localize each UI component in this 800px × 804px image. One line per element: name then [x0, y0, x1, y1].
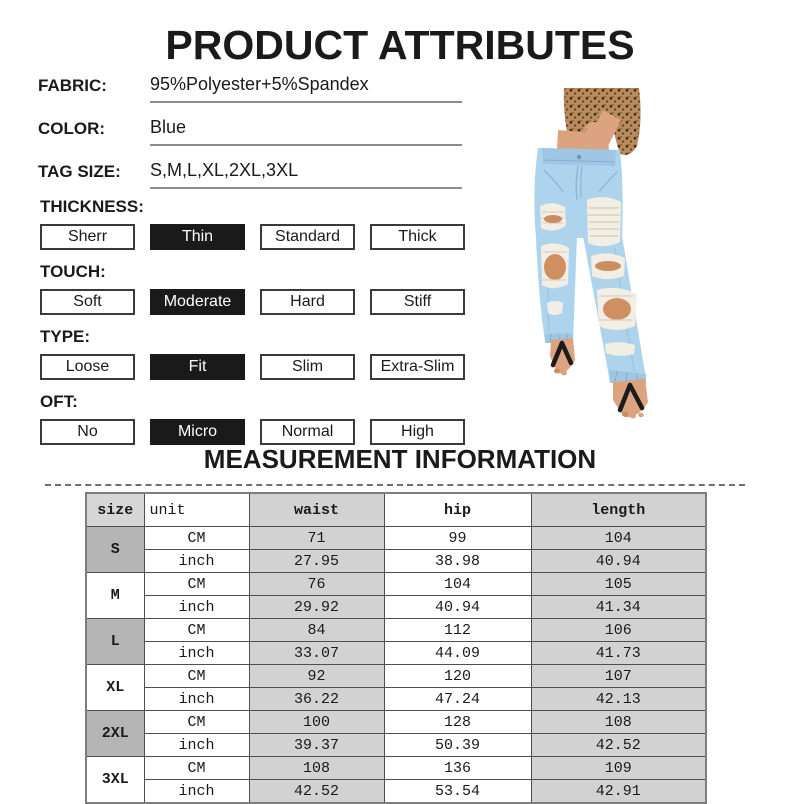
- option-chip[interactable]: Extra-Slim: [370, 354, 465, 380]
- table-row: [86, 734, 706, 757]
- attribute-value: S,M,L,XL,2XL,3XL: [150, 160, 462, 189]
- table-row: [86, 619, 706, 642]
- table-row: [86, 550, 706, 573]
- option-chip[interactable]: Loose: [40, 354, 135, 380]
- table-row: [86, 573, 706, 596]
- column-header: waist: [249, 493, 384, 527]
- size-cell: S: [86, 527, 144, 573]
- option-chip[interactable]: High: [370, 419, 465, 445]
- hip-cell: 44.09: [384, 642, 531, 665]
- hip-cell: 136: [384, 757, 531, 780]
- unit-cell: inch: [144, 596, 249, 619]
- waist-cell: 92: [249, 665, 384, 688]
- model-illustration: [497, 88, 667, 428]
- waist-cell: 39.37: [249, 734, 384, 757]
- attribute-row: [38, 103, 462, 146]
- option-chip[interactable]: Micro: [150, 419, 245, 445]
- length-cell: 42.52: [531, 734, 706, 757]
- hip-cell: 104: [384, 573, 531, 596]
- option-chip[interactable]: Normal: [260, 419, 355, 445]
- length-cell: 42.13: [531, 688, 706, 711]
- length-cell: 42.91: [531, 780, 706, 804]
- attribute-label: COLOR:: [38, 119, 106, 138]
- table-row: [86, 711, 706, 734]
- length-cell: 107: [531, 665, 706, 688]
- option-chip[interactable]: Sherr: [40, 224, 135, 250]
- length-cell: 41.34: [531, 596, 706, 619]
- attributes-section: [38, 60, 462, 189]
- unit-cell: inch: [144, 688, 249, 711]
- size-cell: M: [86, 573, 144, 619]
- unit-cell: inch: [144, 734, 249, 757]
- option-chip[interactable]: Fit: [150, 354, 245, 380]
- hip-cell: 40.94: [384, 596, 531, 619]
- waist-cell: 29.92: [249, 596, 384, 619]
- option-groups-section: [40, 196, 470, 456]
- hip-cell: 47.24: [384, 688, 531, 711]
- column-header: unit: [144, 493, 249, 527]
- length-cell: 106: [531, 619, 706, 642]
- unit-cell: CM: [144, 757, 249, 780]
- option-chip-row: [40, 289, 470, 315]
- option-group-label: TYPE:: [40, 327, 91, 346]
- size-cell: 2XL: [86, 711, 144, 757]
- hip-cell: 112: [384, 619, 531, 642]
- length-cell: 108: [531, 711, 706, 734]
- option-chip-row: [40, 224, 470, 250]
- option-group-label: TOUCH:: [40, 262, 106, 281]
- table-row: [86, 665, 706, 688]
- unit-cell: CM: [144, 527, 249, 550]
- attribute-value: Blue: [150, 117, 462, 146]
- waist-cell: 108: [249, 757, 384, 780]
- hip-cell: 50.39: [384, 734, 531, 757]
- table-header-row: [86, 493, 706, 527]
- length-cell: 40.94: [531, 550, 706, 573]
- column-header: length: [531, 493, 706, 527]
- column-header: hip: [384, 493, 531, 527]
- attribute-label: TAG SIZE:: [38, 162, 121, 181]
- column-header: size: [86, 493, 144, 527]
- hip-cell: 38.98: [384, 550, 531, 573]
- option-chip-row: [40, 354, 470, 380]
- waist-cell: 36.22: [249, 688, 384, 711]
- option-chip[interactable]: Thick: [370, 224, 465, 250]
- unit-cell: inch: [144, 550, 249, 573]
- option-chip-row: [40, 419, 470, 445]
- hip-cell: 128: [384, 711, 531, 734]
- unit-cell: CM: [144, 573, 249, 596]
- option-chip[interactable]: Slim: [260, 354, 355, 380]
- page-title: PRODUCT ATTRIBUTES: [165, 22, 635, 68]
- unit-cell: CM: [144, 711, 249, 734]
- option-group-label: OFT:: [40, 392, 78, 411]
- attribute-value: 95%Polyester+5%Spandex: [150, 74, 462, 103]
- option-chip[interactable]: Standard: [260, 224, 355, 250]
- hip-cell: 120: [384, 665, 531, 688]
- table-row: [86, 757, 706, 780]
- option-group-label: THICKNESS:: [40, 197, 144, 216]
- option-chip[interactable]: No: [40, 419, 135, 445]
- attribute-label: FABRIC:: [38, 76, 107, 95]
- length-cell: 105: [531, 573, 706, 596]
- size-cell: L: [86, 619, 144, 665]
- length-cell: 41.73: [531, 642, 706, 665]
- hip-cell: 99: [384, 527, 531, 550]
- unit-cell: inch: [144, 642, 249, 665]
- unit-cell: CM: [144, 665, 249, 688]
- waist-cell: 100: [249, 711, 384, 734]
- waist-cell: 84: [249, 619, 384, 642]
- unit-cell: CM: [144, 619, 249, 642]
- option-chip[interactable]: Stiff: [370, 289, 465, 315]
- table-row: [86, 688, 706, 711]
- table-row: [86, 527, 706, 550]
- table-row: [86, 596, 706, 619]
- waist-cell: 71: [249, 527, 384, 550]
- product-photo: [497, 88, 667, 428]
- waist-cell: 27.95: [249, 550, 384, 573]
- length-cell: 104: [531, 527, 706, 550]
- attribute-row: [38, 60, 462, 103]
- option-chip[interactable]: Hard: [260, 289, 355, 315]
- size-cell: XL: [86, 665, 144, 711]
- table-row: [86, 642, 706, 665]
- size-cell: 3XL: [86, 757, 144, 804]
- option-chip[interactable]: Moderate: [150, 289, 245, 315]
- measurement-title: MEASUREMENT INFORMATION: [203, 444, 597, 474]
- size-chart-table: [85, 492, 707, 804]
- length-cell: 109: [531, 757, 706, 780]
- waist-cell: 76: [249, 573, 384, 596]
- unit-cell: inch: [144, 780, 249, 804]
- hip-cell: 53.54: [384, 780, 531, 804]
- table-row: [86, 780, 706, 804]
- attribute-row: [38, 146, 462, 189]
- option-chip[interactable]: Soft: [40, 289, 135, 315]
- waist-cell: 33.07: [249, 642, 384, 665]
- dashed-divider: [45, 484, 745, 486]
- waist-cell: 42.52: [249, 780, 384, 804]
- option-chip[interactable]: Thin: [150, 224, 245, 250]
